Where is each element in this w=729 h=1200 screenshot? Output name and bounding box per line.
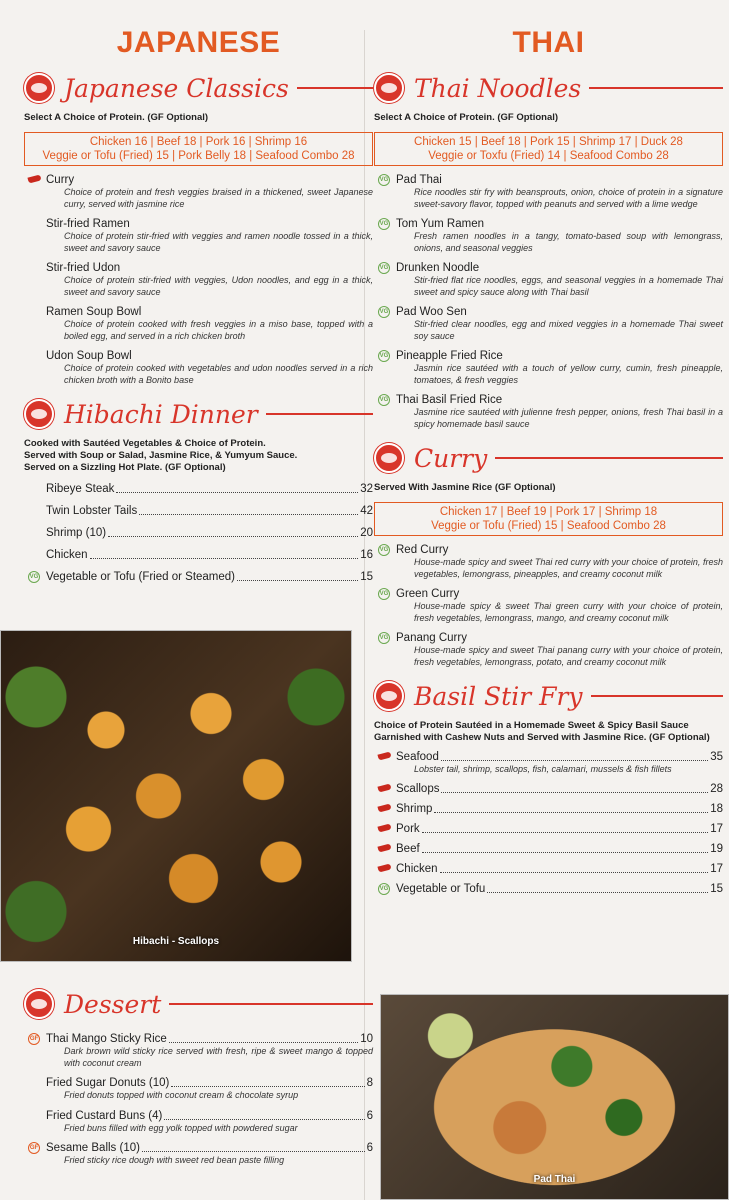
dot-leader [164, 1109, 364, 1120]
item-description: Dark brown wild sticky rice served with fresh, ripe & sweet mango & topped with coconut cream [64, 1046, 373, 1068]
section-subtitle: Choice of Protein Sautéed in a Homemade Sweet & Spicy Basil Sauce Garnished with Cashew Nuts and Served with Jasmine Rice. (GF Optional) [374, 720, 710, 743]
menu-item [374, 349, 723, 386]
item-description: Fresh ramen noodles in a tangy, tomato-based soup with lemongrass, onions, and seasonal veggies [414, 231, 723, 253]
item-description: Choice of protein stir-fried with veggies and ramen noodle tossed in a thick, sweet and savory sauce [64, 231, 373, 253]
menu-item [374, 173, 723, 210]
item-name: Fried Sugar Donuts (10) [46, 1077, 170, 1089]
item-row [24, 1141, 373, 1155]
dot-leader [237, 570, 358, 581]
menu-item [374, 822, 723, 836]
subtitle-line: Served with Soup or Salad, Jasmine Rice, & Yumyum Sauce. [24, 450, 298, 461]
item-name: Beef [396, 842, 420, 855]
vegetarian-icon: VG [378, 632, 390, 644]
menu-item [374, 393, 723, 430]
thai-column [374, 0, 723, 896]
menu-item [374, 802, 723, 816]
menu-item [374, 305, 723, 342]
item-price: 19 [710, 842, 723, 855]
section-subtitle: Select A Choice of Protein. (GF Optional) [374, 112, 559, 123]
dot-leader [142, 1141, 365, 1152]
section-title: Japanese Classics [64, 73, 289, 103]
section-rule [591, 695, 723, 697]
dot-leader [441, 782, 708, 793]
section-subtitle [24, 438, 373, 474]
section-title: Hibachi Dinner [64, 399, 258, 429]
menu-item [374, 543, 723, 580]
item-row [374, 750, 723, 764]
item-name: Fried Custard Buns (4) [46, 1109, 163, 1122]
item-name: Chicken [396, 862, 438, 875]
item-description: House-made spicy & sweet Thai green curry with your choice of protein, fresh vegetables, lemongrass, mango, and creamy coconut milk [414, 601, 723, 623]
vegetarian-icon: VG [28, 571, 40, 583]
spicy-chili-icon [377, 803, 391, 812]
item-description: Choice of protein cooked with fresh veggies in a miso base, topped with a boiled egg, and served in a rich chicken broth [64, 319, 373, 341]
gluten-free-icon: GF [28, 1142, 40, 1154]
section-header-dessert [24, 984, 373, 1024]
spicy-chili-icon [377, 823, 391, 832]
restaurant-logo-icon [24, 73, 54, 103]
item-name: Ribeye Steak [46, 483, 115, 495]
section-rule [297, 87, 373, 89]
item-description: House-made spicy and sweet Thai panang curry with your choice of protein, fresh vegetables, lemongrass, potato, and creamy coconut milk [414, 645, 723, 667]
item-price: 32 [360, 483, 373, 495]
item-price: 28 [710, 782, 723, 795]
dot-leader [90, 548, 359, 559]
item-name: Pineapple Fried Rice [396, 350, 503, 362]
item-price: 42 [360, 505, 373, 517]
section-title: Basil Stir Fry [414, 681, 583, 711]
item-name: Pad Woo Sen [396, 306, 467, 318]
item-price: 15 [710, 882, 723, 895]
protein-price-box [374, 502, 723, 536]
photo-caption: Hibachi - Scallops [132, 936, 220, 947]
item-name: Stir-fried Udon [46, 262, 121, 274]
item-price: 18 [710, 802, 723, 815]
dot-leader [422, 842, 709, 853]
item-name: Scallops [396, 782, 440, 795]
pad-thai-photo [380, 994, 729, 1200]
menu-item [24, 1141, 373, 1167]
vegetarian-icon: VG [378, 218, 390, 230]
section-header-hibachi [24, 394, 373, 434]
item-description: Jasmine rice sautéed with julienne fresh pepper, onions, fresh Thai basil in a spicy homemade basil sauce [414, 407, 723, 429]
menu-item [24, 305, 373, 342]
vegetarian-icon: VG [378, 262, 390, 274]
subtitle-line: Cooked with Sautéed Vegetables & Choice of Protein. [24, 438, 266, 449]
section-rule [169, 1003, 373, 1005]
vegetarian-icon: VG [378, 306, 390, 318]
menu-item [374, 750, 723, 776]
vegetarian-icon: VG [378, 883, 390, 895]
vegetarian-icon: VG [378, 174, 390, 186]
item-name: Chicken [46, 549, 88, 561]
restaurant-logo-icon [374, 443, 404, 473]
menu-item [24, 1109, 373, 1135]
section-header-curry [374, 438, 723, 478]
restaurant-logo-icon [374, 73, 404, 103]
dot-leader [440, 862, 709, 873]
spicy-chili-icon [377, 863, 391, 872]
item-name: Shrimp (10) [46, 527, 107, 539]
menu-item [24, 570, 373, 584]
menu-item [24, 1032, 373, 1069]
price-line: Veggie or Tofu (Fried) 15 | Seafood Combo 28 [431, 520, 666, 532]
item-description: Jasmin rice sautéed with a touch of yellow curry, cumin, fresh pineapple, tomatoes, & fresh veggies [414, 363, 723, 385]
menu-item [374, 782, 723, 796]
item-description: Choice of protein stir-fried with veggies, Udon noodles, and egg in a thick, sweet and savory sauce [64, 275, 373, 297]
price-line: Veggie or Tofu (Fried) 15 | Pork Belly 18 | Seafood Combo 28 [42, 150, 355, 162]
japanese-column [24, 0, 373, 584]
item-row [24, 1032, 373, 1046]
item-name: Sesame Balls (10) [46, 1142, 140, 1154]
item-description: House-made spicy and sweet Thai red curry with your choice of protein, fresh vegetables, lemongrass, pineapples, and creamy coconut milk [414, 557, 723, 579]
dot-leader [169, 1032, 358, 1043]
restaurant-logo-icon [24, 399, 54, 429]
section-subtitle: Served With Jasmine Rice (GF Optional) [374, 482, 556, 493]
menu-item [374, 217, 723, 254]
restaurant-logo-icon [374, 681, 404, 711]
price-line: Veggie or Toxfu (Fried) 14 | Seafood Combo 28 [428, 150, 669, 162]
item-description: Choice of protein cooked with vegetables and udon noodles served in a rich chicken broth with a Bonito base [64, 363, 373, 385]
photo-caption: Pad Thai [533, 1174, 576, 1185]
dot-leader [139, 504, 358, 515]
section-rule [266, 413, 373, 415]
item-name: Shrimp [396, 802, 433, 815]
hibachi-scallops-photo [0, 630, 352, 962]
item-name: Panang Curry [396, 632, 467, 644]
item-price: 17 [710, 822, 723, 835]
item-name: Vegetable or Tofu (Fried or Steamed) [46, 571, 236, 583]
vegetarian-icon: VG [378, 394, 390, 406]
item-description: Choice of protein and fresh veggies braised in a thickened, sweet Japanese curry, served with jasmine rice [64, 187, 373, 209]
menu-item [374, 842, 723, 856]
item-name: Vegetable or Tofu [396, 882, 486, 895]
item-row [24, 1076, 373, 1090]
vegetarian-icon: VG [378, 350, 390, 362]
item-price: 16 [360, 549, 373, 561]
item-name: Seafood [396, 751, 439, 763]
item-name: Red Curry [396, 544, 449, 556]
item-description: Stir-fried flat rice noodles, eggs, and seasonal veggies in a homemade Thai sweet and spicy sauce along with Thai basil [414, 275, 723, 297]
item-price: 20 [360, 527, 373, 539]
item-name: Ramen Soup Bowl [46, 306, 142, 318]
dot-leader [434, 802, 708, 813]
section-title: Dessert [64, 989, 162, 1019]
item-name: Green Curry [396, 588, 460, 600]
menu-item [374, 862, 723, 876]
item-description: Rice noodles stir fry with beansprouts, onion, choice of protein in a signature sweet-savory flavor, topped with peanuts and served with a lime wedge [414, 187, 723, 209]
price-line: Chicken 16 | Beef 18 | Pork 16 | Shrimp 16 [89, 136, 308, 148]
menu-item [24, 526, 373, 540]
subtitle-line: Served on a Sizzling Hot Plate. (GF Optional) [24, 462, 226, 473]
menu-item [24, 173, 373, 210]
menu-item [374, 882, 723, 896]
protein-price-box [374, 132, 723, 166]
item-name: Pork [396, 822, 420, 835]
item-name: Udon Soup Bowl [46, 350, 132, 362]
menu-item [24, 261, 373, 298]
dessert-section [24, 980, 373, 1167]
section-rule [589, 87, 723, 89]
item-price: 10 [360, 1033, 373, 1045]
price-line: Chicken 17 | Beef 19 | Pork 17 | Shrimp 18 [439, 506, 658, 518]
dot-leader [116, 482, 358, 493]
item-description: Lobster tail, shrimp, scallops, fish, calamari, mussels & fish fillets [414, 764, 672, 774]
item-price: 17 [710, 862, 723, 875]
item-name: Thai Mango Sticky Rice [46, 1033, 167, 1045]
menu-item [24, 548, 373, 562]
item-price: 6 [366, 1142, 373, 1154]
dot-leader [422, 822, 709, 833]
restaurant-logo-icon [24, 989, 54, 1019]
cuisine-heading-thai: THAI [512, 26, 585, 59]
vegetarian-icon: VG [378, 544, 390, 556]
item-description: Fried buns filled with egg yolk topped with powdered sugar [64, 1122, 298, 1133]
item-name: Drunken Noodle [396, 262, 480, 274]
menu-item [374, 631, 723, 668]
gluten-free-icon: GF [28, 1033, 40, 1045]
protein-price-box [24, 132, 373, 166]
section-header-japanese-classics [24, 68, 373, 108]
item-description: Fried sticky rice dough with sweet red bean paste filling [64, 1155, 285, 1165]
section-title: Thai Noodles [414, 73, 582, 103]
section-subtitle: Select A Choice of Protein. (GF Optional) [24, 112, 209, 123]
spicy-chili-icon [377, 783, 391, 792]
item-name: Curry [46, 174, 75, 186]
dot-leader [171, 1076, 364, 1087]
item-name: Tom Yum Ramen [396, 218, 484, 230]
section-rule [495, 457, 723, 459]
item-name: Stir-fried Ramen [46, 218, 130, 230]
menu-item [24, 217, 373, 254]
item-price: 15 [360, 571, 373, 583]
menu-item [24, 349, 373, 386]
menu-item [374, 261, 723, 298]
item-price: 6 [366, 1109, 373, 1122]
vegetarian-icon: VG [378, 588, 390, 600]
menu-item [374, 587, 723, 624]
item-row [24, 1109, 373, 1123]
section-header-thai-noodles [374, 68, 723, 108]
dot-leader [108, 526, 358, 537]
item-description: Stir-fried clear noodles, egg and mixed veggies in a homemade Thai sweet soy sauce [414, 319, 723, 341]
item-price: 35 [710, 751, 723, 763]
menu-item [24, 1076, 373, 1102]
menu-item [24, 482, 373, 496]
price-line: Chicken 15 | Beef 18 | Pork 15 | Shrimp 17 | Duck 28 [414, 136, 683, 148]
item-name: Pad Thai [396, 174, 442, 186]
item-name: Thai Basil Fried Rice [396, 394, 503, 406]
section-title: Curry [414, 443, 488, 473]
spicy-chili-icon [377, 843, 391, 852]
cuisine-heading-japanese: JAPANESE [116, 26, 281, 59]
item-name: Twin Lobster Tails [46, 505, 138, 517]
dot-leader [441, 750, 708, 761]
item-price: 8 [366, 1077, 373, 1089]
item-description: Fried donuts topped with coconut cream & chocolate syrup [64, 1090, 299, 1100]
section-header-basil-stir-fry [374, 676, 723, 716]
dot-leader [487, 882, 708, 893]
menu-item [24, 504, 373, 518]
